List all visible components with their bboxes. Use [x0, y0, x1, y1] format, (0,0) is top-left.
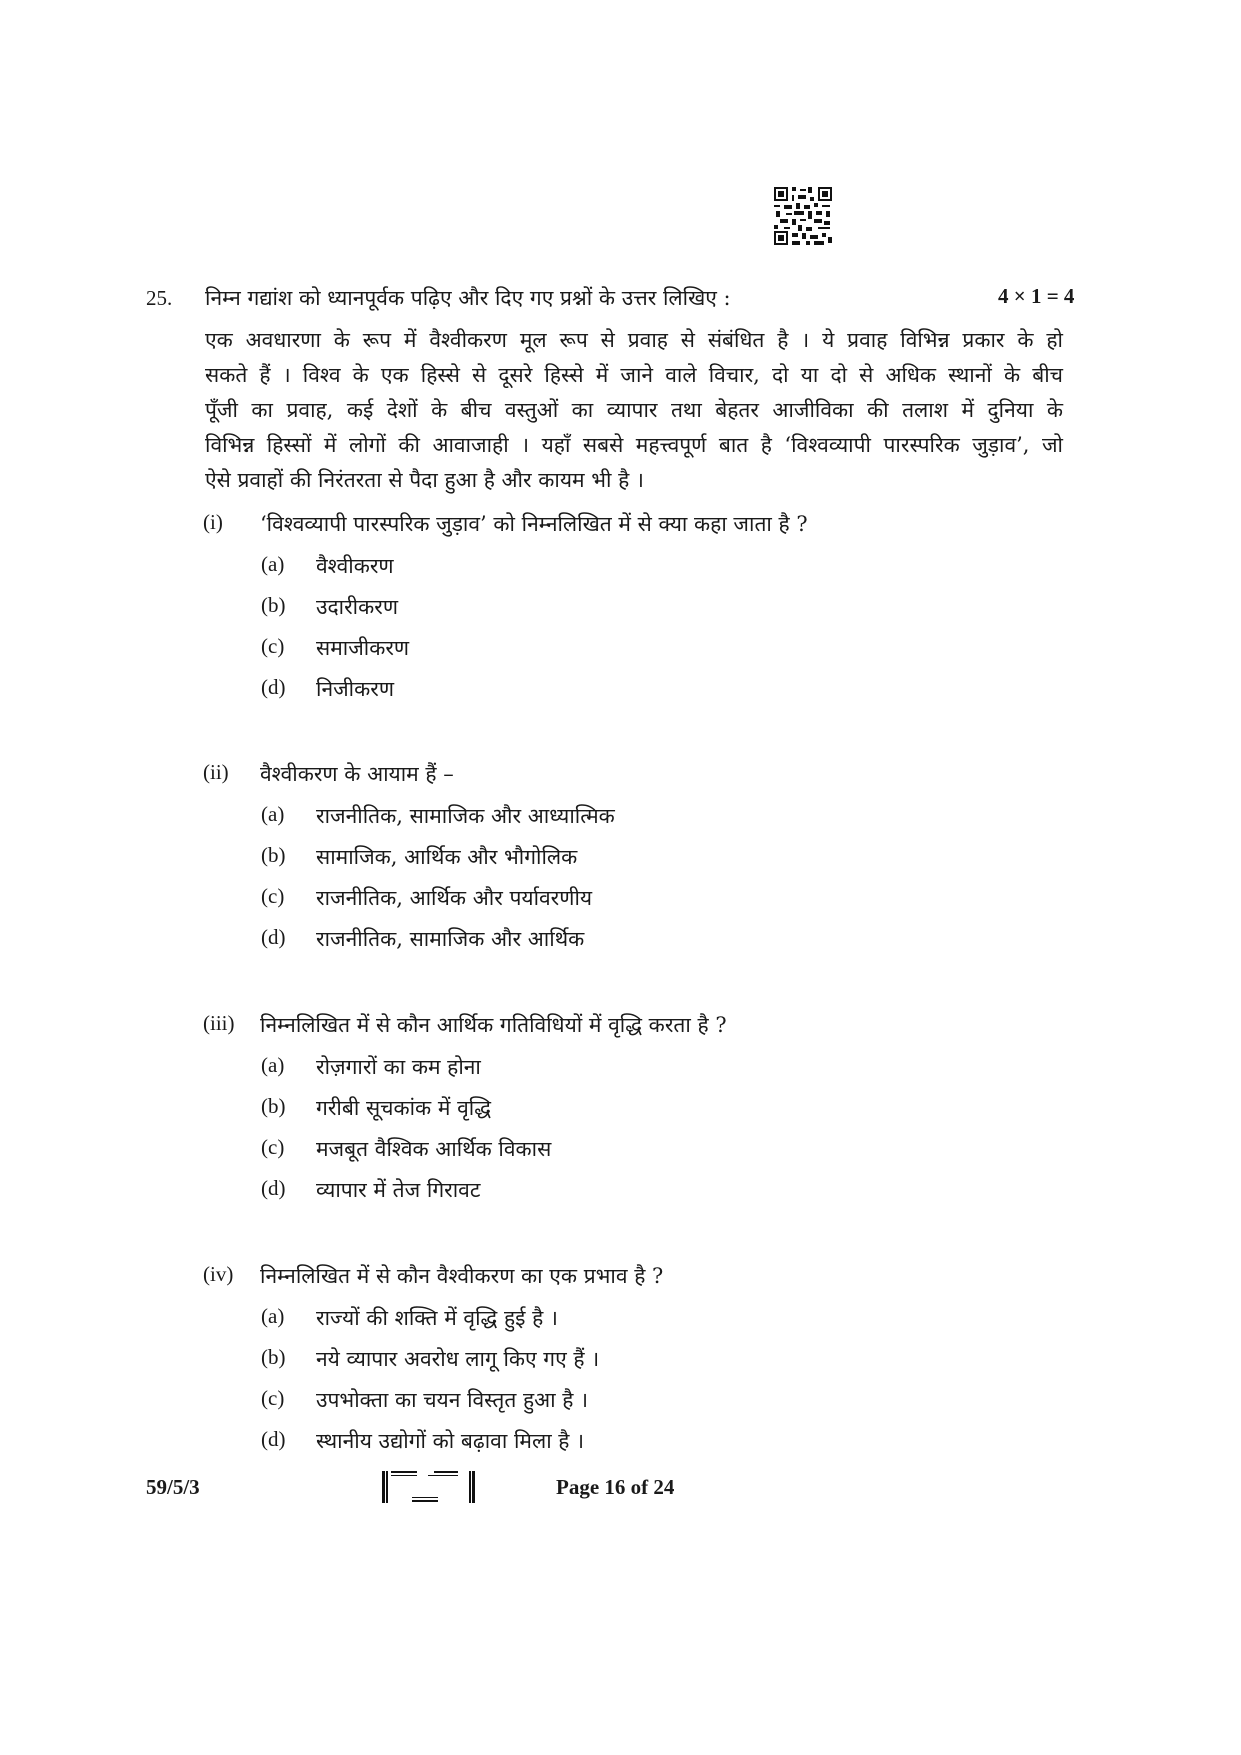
passage-line: ऐसे प्रवाहों की निरंतरता से पैदा हुआ है और कायम भी है ।: [205, 468, 644, 492]
qr-code-icon: [774, 187, 832, 245]
question-instruction: निम्न गद्यांश को ध्यानपूर्वक पढ़िए और दिए गए प्रश्नों के उत्तर लिखिए :: [205, 286, 731, 310]
passage: [205, 323, 1063, 498]
option-text: वैश्वीकरण: [316, 554, 394, 578]
subquestion-number: (ii): [203, 760, 229, 784]
option-label: (d): [261, 1427, 286, 1451]
option-text: उदारीकरण: [316, 595, 399, 619]
subquestion-number: (iv): [203, 1262, 234, 1286]
passage-line: पूँजी का प्रवाह, कई देशों के बीच वस्तुओं का व्यापार तथा बेहतर आजीविका की तलाश में दुनिया के: [205, 398, 1063, 422]
option-text: स्थानीय उद्योगों को बढ़ावा मिला है ।: [316, 1429, 585, 1453]
passage-line: एक अवधारणा के रूप में वैश्वीकरण मूल रूप से प्रवाह से संबंधित है । ये प्रवाह विभिन्न प्रकार के हो: [205, 328, 1063, 352]
option-text: समाजीकरण: [316, 636, 410, 660]
subquestion-number: (i): [203, 510, 223, 534]
option-label: (d): [261, 1176, 286, 1200]
question-marks: 4 × 1 = 4: [998, 284, 1075, 308]
option-text: व्यापार में तेज गिरावट: [316, 1178, 481, 1202]
subquestion-text: वैश्वीकरण के आयाम हैं –: [260, 762, 454, 786]
option-label: (b): [261, 843, 286, 867]
option-text: राजनीतिक, आर्थिक और पर्यावरणीय: [316, 886, 593, 910]
option-label: (a): [261, 802, 285, 826]
subquestion-text: ‘विश्वव्यापी पारस्परिक जुड़ाव’ को निम्नलिखित में से क्या कहा जाता है ?: [260, 512, 808, 536]
option-text: राजनीतिक, सामाजिक और आध्यात्मिक: [316, 804, 615, 828]
option-text: मजबूत वैश्विक आर्थिक विकास: [316, 1137, 552, 1161]
option-text: नये व्यापार अवरोध लागू किए गए हैं ।: [316, 1347, 600, 1371]
subquestion-text: निम्नलिखित में से कौन आर्थिक गतिविधियों में वृद्धि करता है ?: [260, 1013, 727, 1037]
option-label: (b): [261, 1345, 286, 1369]
option-label: (a): [261, 552, 285, 576]
option-label: (d): [261, 925, 286, 949]
option-text: निजीकरण: [316, 677, 395, 701]
paper-code: 59/5/3: [146, 1475, 200, 1499]
option-text: राज्यों की शक्ति में वृद्धि हुई है ।: [316, 1306, 558, 1330]
option-label: (c): [261, 1386, 285, 1410]
option-text: सामाजिक, आर्थिक और भौगोलिक: [316, 845, 578, 869]
option-label: (a): [261, 1304, 285, 1328]
option-label: (c): [261, 1135, 285, 1159]
question-number: 25.: [146, 286, 173, 310]
option-text: उपभोक्ता का चयन विस्तृत हुआ है ।: [316, 1388, 589, 1412]
subquestion-number: (iii): [203, 1011, 235, 1035]
passage-line: सकते हैं । विश्व के एक हिस्से से दूसरे हिस्से में जाने वाले विचार, दो या दो से अधिक स्थानों के बीच: [205, 363, 1063, 387]
option-text: रोज़गारों का कम होना: [316, 1055, 481, 1079]
option-label: (d): [261, 675, 286, 699]
option-label: (b): [261, 1094, 286, 1118]
option-label: (b): [261, 593, 286, 617]
subquestion-text: निम्नलिखित में से कौन वैश्वीकरण का एक प्रभाव है ?: [260, 1264, 664, 1288]
option-label: (a): [261, 1053, 285, 1077]
option-text: गरीबी सूचकांक में वृद्धि: [316, 1096, 491, 1120]
page-number: Page 16 of 24: [556, 1475, 675, 1499]
passage-line: विभिन्न हिस्सों में लोगों की आवाजाही । यहाँ सबसे महत्त्वपूर्ण बात है ‘विश्वव्यापी पारस्परिक जुड़ाव’, जो: [205, 433, 1063, 457]
option-text: राजनीतिक, सामाजिक और आर्थिक: [316, 927, 585, 951]
option-label: (c): [261, 884, 285, 908]
barcode-icon: [382, 1469, 476, 1505]
option-label: (c): [261, 634, 285, 658]
